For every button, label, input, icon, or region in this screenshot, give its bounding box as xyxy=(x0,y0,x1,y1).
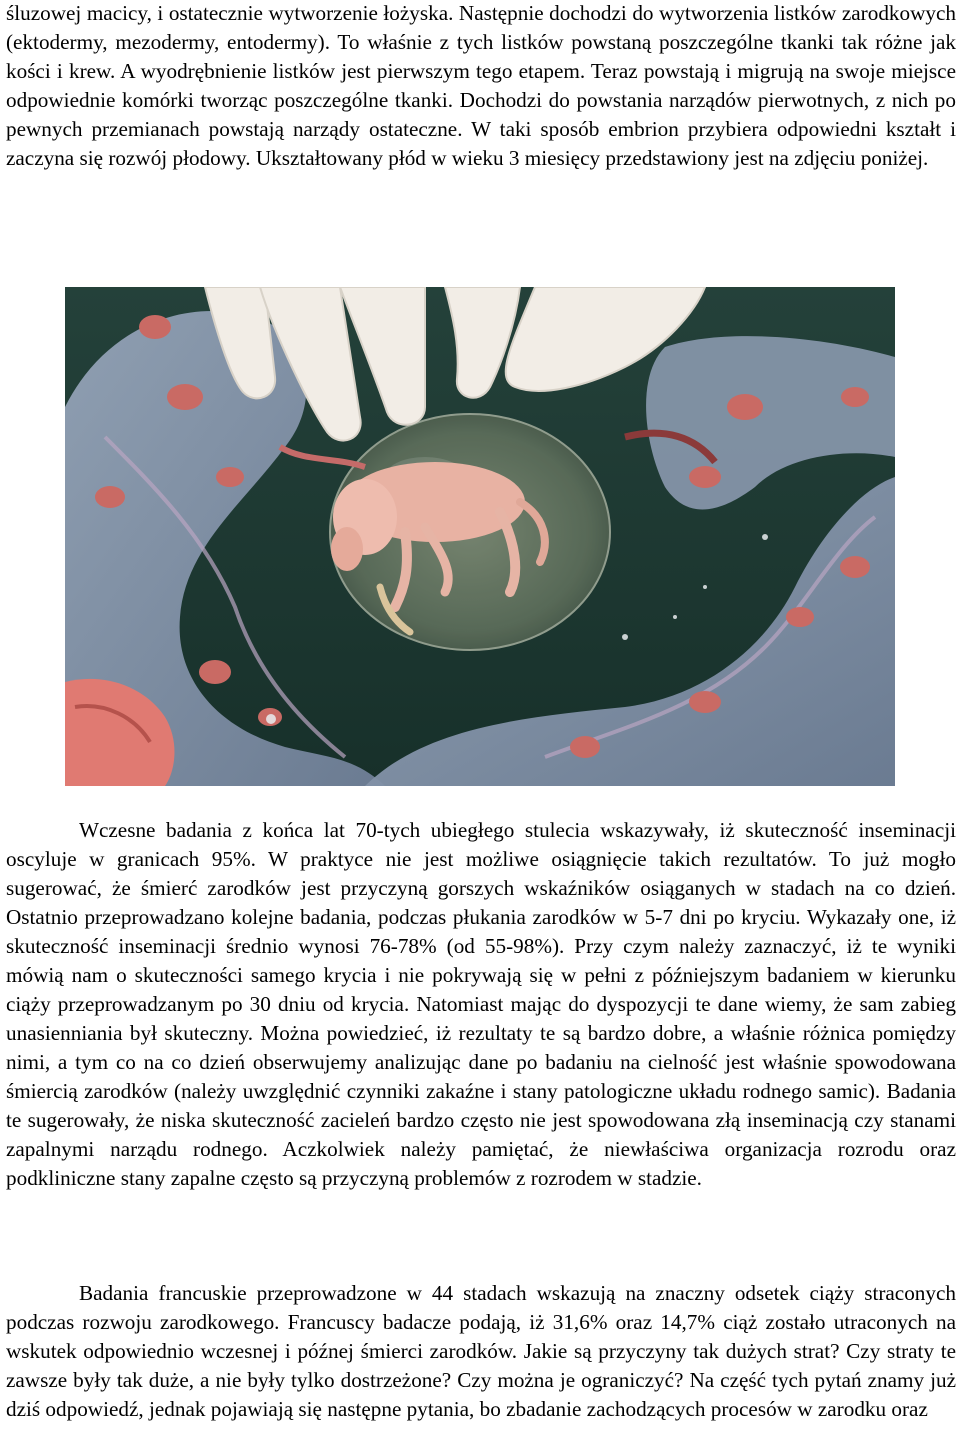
photo-three-month-fetus xyxy=(65,287,895,786)
paragraph-insemination-research: Wczesne badania z końca lat 70-tych ubiegłego stulecia wskazywały, iż skuteczność inseminacji oscyluje w granicach 95%. W praktyce nie jest możliwe osiągnięcie takich rezultatów. To już mogło sugerować, że śmierć zarodków jest przyczyną gorszych wskaźników osiąganych w stadach na co dzień. Ostatnio przeprowadzano kolejne badania, podczas płukania zarodków w 5-7 dni po kryciu. Wykazały one, iż skuteczność inseminacji średnio wynosi 76-78% (od 55-98%). Przy czym należy zaznaczyć, iż te wyniki mówią nam o skuteczności samego krycia i nie pokrywają się w pełni z późniejszym badaniem w kierunku ciąży przeprowadzanym po 30 dniu od krycia. Natomiast mając do dyspozycji te dane wiemy, że sam zabieg unasienniania był skuteczny. Można powiedzieć, iż rezultaty te są bardzo dobre, a właśnie różnica pomiędzy nimi, a tym co na co dzień obserwujemy analizując dane po badaniu na cielność jest właśnie spowodowana śmiercią zarodków (należy uwzględnić czynniki zakaźne i stany patologiczne układu rodnego samic). Badania te sugerowały, że niska skuteczność zacieleń bardzo często nie jest spowodowana złą inseminacją czy stanami zapalnymi narządu rodnego. Aczkolwiek należy pamiętać, że niewłaściwa organizacja rozrodu oraz podkliniczne stany zapalne często są przyczyną problemów z rozrodem w stadzie. xyxy=(6,818,956,1190)
paragraph-french-study: Badania francuskie przeprowadzone w 44 stadach wskazują na znaczny odsetek ciąży straconych podczas rozwoju zarodkowego. Francuscy badacze podają, iż 31,6% oraz 14,7% ciąż zostało utraconych na wskutek odpowiednio wczesnej i późnej śmierci zarodków. Jakie są przyczyny tak dużych strat? Czy straty te zawsze były tak duże, a nie były tylko dostrzeżone? Czy można je ograniczyć? Na część tych pytań znamy już dziś odpowiedź, jednak pojawiają się następne pytania, bo zbadanie zachodzących procesów w zarodku oraz xyxy=(6,1281,956,1421)
paragraph-embryo-development: śluzowej macicy, i ostatecznie wytworzenie łożyska. Następnie dochodzi do wytworzenia listków zarodkowych (ektodermy, mezodermy, entodermy). To właśnie z tych listków powstaną poszczególne tkanki tak różne jak kości i krew. A wyodrębnienie listków jest pierwszym tego etapem. Teraz powstają i migrują na swoje miejsce odpowiednie komórki tworząc poszczególne tkanki. Dochodzi do powstania narządów pierwotnych, z nich po pewnych przemianach powstają narządy ostateczne. W taki sposób embrion przybiera odpowiedni kształt i zaczyna się rozwój płodowy. Ukształtowany płód w wieku 3 miesięcy przedstawiony jest na zdjęciu poniżej. xyxy=(6,1,956,170)
fetus-photo-illustration xyxy=(65,287,895,786)
